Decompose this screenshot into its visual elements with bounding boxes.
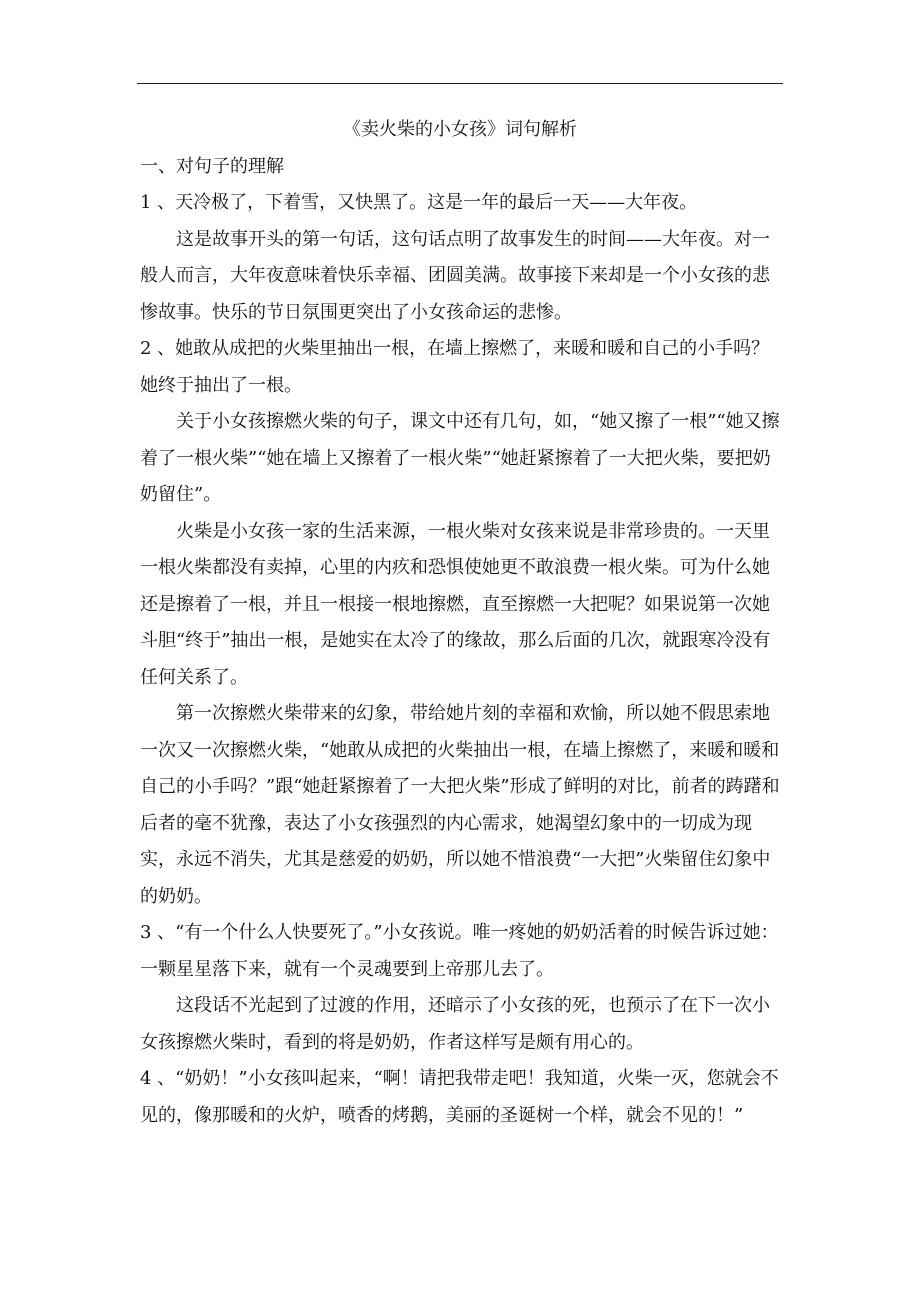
document-title: 《卖火柴的小女孩》词句解析 <box>343 119 577 140</box>
analysis-paragraph: 这段话不光起到了过渡的作用，还暗示了小女孩的死，也预示了在下一次小女孩擦燃火柴时，看到的将是奶奶，作者这样写是颇有用心的。 <box>140 995 770 1053</box>
sentence-item-1: 1 、天冷极了，下着雪，又快黑了。这是一年的最后一天——大年夜。 <box>140 192 698 213</box>
sentence-item-2: 2 、她敢从成把的火柴里抽出一根，在墙上擦燃了，来暖和暖和自己的小手吗？她终于抽出了一根。 <box>140 338 770 396</box>
document-body <box>140 112 780 1134</box>
analysis-paragraph: 火柴是小女孩一家的生活来源，一根火柴对女孩来说是非常珍贵的。一天里一根火柴都没有卖掉，心里的内疚和恐惧使她更不敢浪费一根火柴。可为什么她还是擦着了一根，并且一根接一根地擦燃，直至擦燃一大把呢？如果说第一次她斗胆“终于”抽出一根，是她实在太冷了的缘故，那么后面的几次，就跟寒冷没有任何关系了。 <box>140 520 771 688</box>
header-rule <box>137 83 783 84</box>
sentence-item-4: 4 、“奶奶！”小女孩叫起来，“啊！请把我带走吧！我知道，火柴一灭，您就会不见的，像那暖和的火炉，喷香的烤鹅，美丽的圣诞树一个样，就会不见的！” <box>140 1068 779 1126</box>
analysis-paragraph: 第一次擦燃火柴带来的幻象，带给她片刻的幸福和欢愉，所以她不假思索地一次又一次擦燃火柴，“她敢从成把的火柴抽出一根，在墙上擦燃了，来暖和暖和自己的小手吗？”跟“她赶紧擦着了一大把火柴”形成了鲜明的对比，前者的踌躇和后者的毫不犹豫，表达了小女孩强烈的内心需求，她渴望幻象中的一切成为现实，永远不消失，尤其是慈爱的奶奶，所以她不惜浪费“一大把”火柴留住幻象中的奶奶。 <box>140 703 780 907</box>
sentence-item-3: 3 、“有一个什么人快要死了。”小女孩说。唯一疼她的奶奶活着的时候告诉过她：一颗星星落下来，就有一个灵魂要到上帝那儿去了。 <box>140 922 779 980</box>
analysis-paragraph: 关于小女孩擦燃火柴的句子，课文中还有几句，如，“她又擦了一根”“她又擦着了一根火柴”“她在墙上又擦着了一根火柴”“她赶紧擦着了一大把火柴，要把奶奶留住”。 <box>140 411 780 505</box>
section-heading: 一、对句子的理解 <box>140 155 284 177</box>
analysis-paragraph: 这是故事开头的第一句话，这句话点明了故事发生的时间——大年夜。对一般人而言，大年夜意味着快乐幸福、团圆美满。故事接下来却是一个小女孩的悲惨故事。快乐的节日氛围更突出了小女孩命运的悲惨。 <box>140 228 770 323</box>
